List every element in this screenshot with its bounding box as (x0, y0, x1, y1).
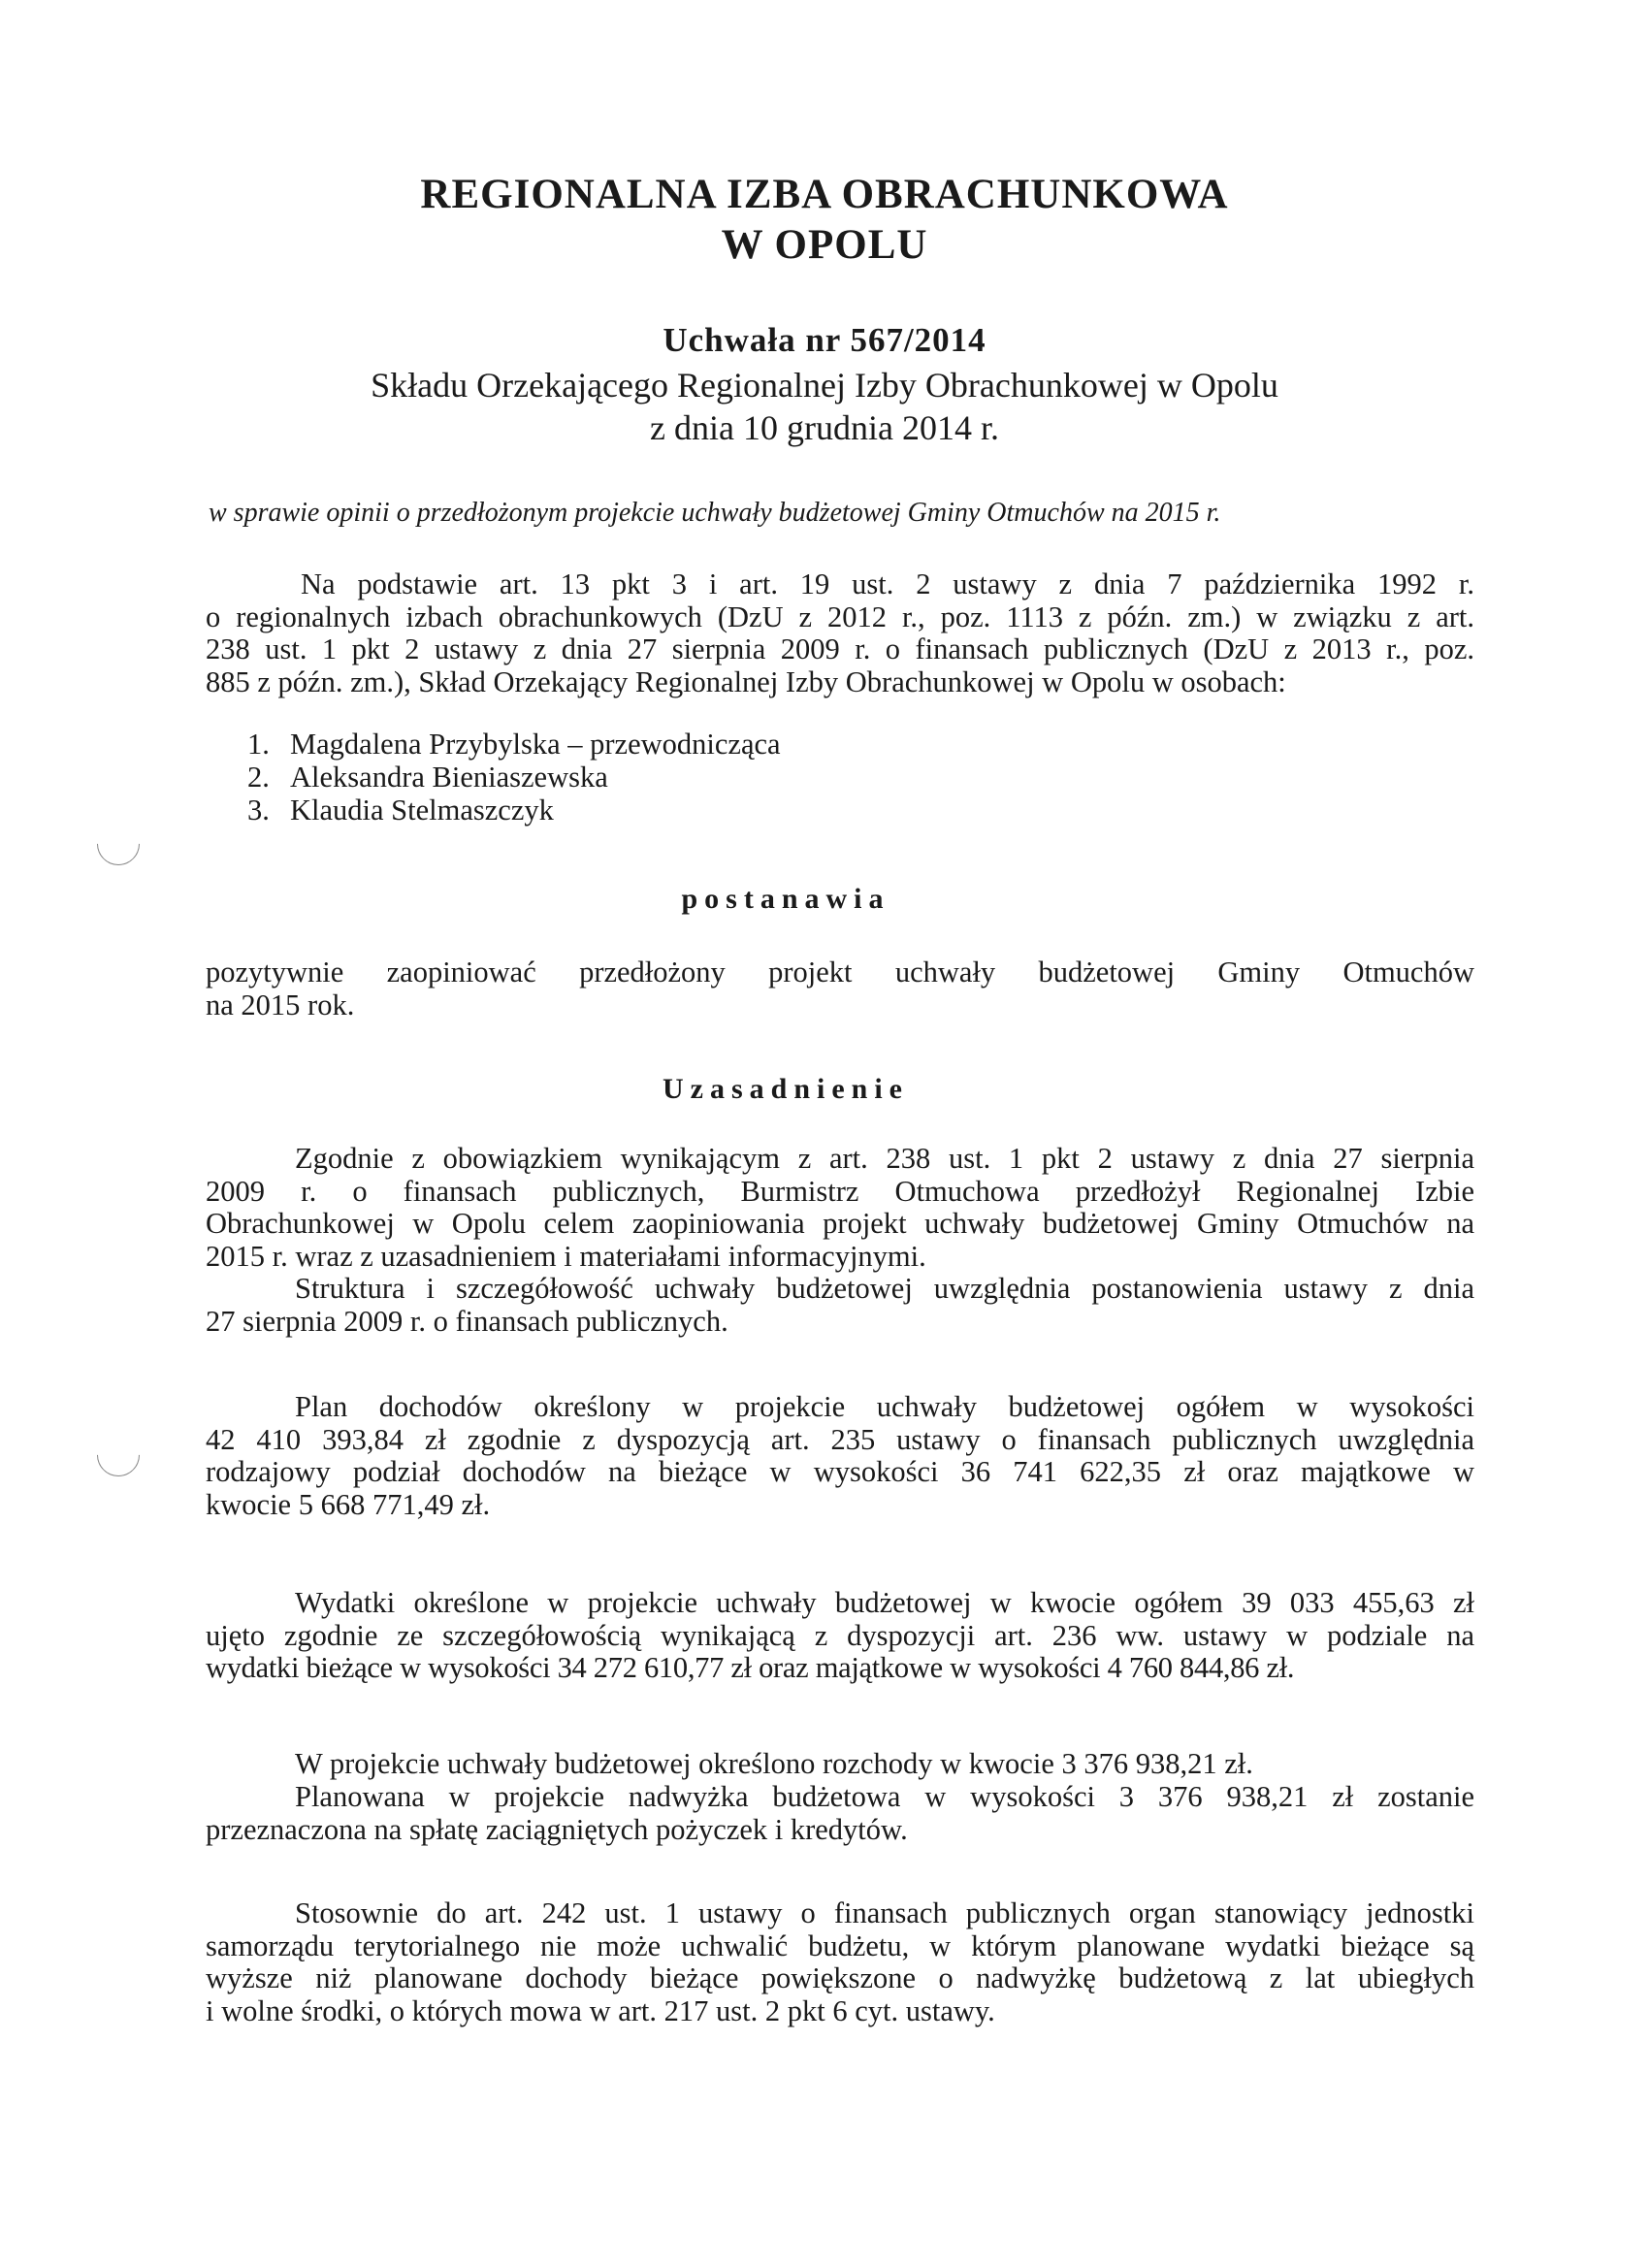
decision-heading: postanawia (681, 883, 890, 915)
text-line: 238 ust. 1 pkt 2 ustawy z dnia 27 sierpnia 2009 r. o finansach publicznych (DzU z 2013 r., poz. (206, 632, 1474, 665)
list-item-name: Aleksandra Bieniaszewska (290, 761, 608, 794)
list-item-name: Klaudia Stelmaszczyk (290, 794, 554, 826)
resolution-subject: w sprawie opinii o przedłożonym projekcie uchwały budżetowej Gminy Otmuchów na 2015 r. (209, 498, 1221, 528)
resolution-issuer: Składu Orzekającego Regionalnej Izby Obrachunkowej w Opolu (371, 366, 1278, 405)
text-line: 27 sierpnia 2009 r. o finansach publicznych. (206, 1304, 728, 1338)
text-line: wyższe niż planowane dochody bieżące powiększone o nadwyżkę budżetową z lat ubiegłych (206, 1961, 1474, 1994)
text-line: W projekcie uchwały budżetowej określono rozchody w kwocie 3 376 938,21 zł. (295, 1747, 1253, 1780)
resolution-date: z dnia 10 grudnia 2014 r. (650, 408, 999, 447)
text-line: Struktura i szczegółowość uchwały budżetowej uwzględnia postanowienia ustawy z dnia (295, 1272, 1474, 1305)
text-line: rodzajowy podział dochodów na bieżące w wysokości 36 741 622,35 zł oraz majątkowe w (206, 1455, 1474, 1488)
institution-title-line1: REGIONALNA IZBA OBRACHUNKOWA (420, 172, 1229, 217)
panel-members-list (247, 728, 781, 826)
text-line: 2009 r. o finansach publicznych, Burmistrz Otmuchowa przedłożył Regionalnej Izbie (206, 1174, 1474, 1208)
list-item (247, 794, 781, 826)
text-line: samorządu terytorialnego nie może uchwalić budżetu, w którym planowane wydatki bieżące są (206, 1928, 1474, 1962)
text-line: ujęto zgodnie ze szczegółowością wynikającą z dyspozycji art. 236 ww. ustawy w podziale na (206, 1618, 1474, 1652)
justification-heading: Uzasadnienie (662, 1073, 909, 1105)
list-item (247, 761, 781, 794)
text-line: 2015 r. wraz z uzasadnieniem i materiałami informacyjnymi. (206, 1239, 926, 1273)
decision-paragraph (206, 956, 1474, 1021)
justification-paragraph-4 (206, 1587, 1474, 1685)
punch-hole-mark (88, 814, 148, 874)
resolution-number: Uchwała nr 567/2014 (663, 321, 986, 359)
text-line: Wydatki określone w projekcie uchwały budżetowej w kwocie ogółem 39 033 455,63 zł (295, 1586, 1474, 1619)
legal-basis-paragraph (206, 568, 1474, 698)
institution-title-line2: W OPOLU (721, 222, 928, 268)
text-line: Stosownie do art. 242 ust. 1 ustawy o finansach publicznych organ stanowiący jednostki (295, 1896, 1474, 1929)
list-item-number: 1. (247, 728, 270, 761)
text-line: przeznaczona na spłatę zaciągniętych pożyczek i kredytów. (206, 1812, 908, 1846)
list-item-number: 3. (247, 794, 270, 826)
text-line: Obrachunkowej w Opolu celem zaopiniowania projekt uchwały budżetowej Gminy Otmuchów na (206, 1207, 1474, 1240)
punch-hole-mark (88, 1425, 148, 1485)
justification-paragraph-2 (206, 1273, 1474, 1338)
justification-paragraph-3 (206, 1391, 1474, 1521)
text-line: 42 410 393,84 zł zgodnie z dyspozycją art. 235 ustawy o finansach publicznych uwzględnia (206, 1422, 1474, 1456)
text-line: Planowana w projekcie nadwyżka budżetowa w wysokości 3 376 938,21 zł zostanie (295, 1780, 1474, 1813)
text-line: Plan dochodów określony w projekcie uchwały budżetowej ogółem w wysokości (295, 1390, 1474, 1423)
text-line: Na podstawie art. 13 pkt 3 i art. 19 ust. 2 ustawy z dnia 7 października 1992 r. (301, 567, 1474, 600)
text-line: o regionalnych izbach obrachunkowych (DzU z 2012 r., poz. 1113 z późn. zm.) w związku z art. (206, 599, 1474, 633)
text-line: 885 z późn. zm.), Skład Orzekający Regionalnej Izby Obrachunkowej w Opolu w osobach: (206, 664, 1286, 698)
justification-paragraph-6 (206, 1781, 1474, 1846)
justification-paragraph-7 (206, 1897, 1474, 2027)
list-item (247, 728, 781, 761)
text-line: kwocie 5 668 771,49 zł. (206, 1487, 491, 1521)
text-line: pozytywnie zaopiniować przedłożony projekt uchwały budżetowej Gminy Otmuchów (206, 956, 1474, 988)
text-line: wydatki bieżące w wysokości 34 272 610,77 zł oraz majątkowe w wysokości 4 760 844,86 zł. (206, 1651, 1295, 1684)
text-line: na 2015 rok. (206, 988, 355, 1021)
list-item-name: Magdalena Przybylska – przewodnicząca (290, 728, 781, 761)
text-line: i wolne środki, o których mowa w art. 217 ust. 2 pkt 6 cyt. ustawy. (206, 1993, 995, 2027)
justification-paragraph-1 (206, 1143, 1474, 1273)
justification-paragraph-5 (206, 1748, 1474, 1781)
list-item-number: 2. (247, 761, 270, 794)
text-line: Zgodnie z obowiązkiem wynikającym z art. 238 ust. 1 pkt 2 ustawy z dnia 27 sierpnia (295, 1142, 1474, 1175)
